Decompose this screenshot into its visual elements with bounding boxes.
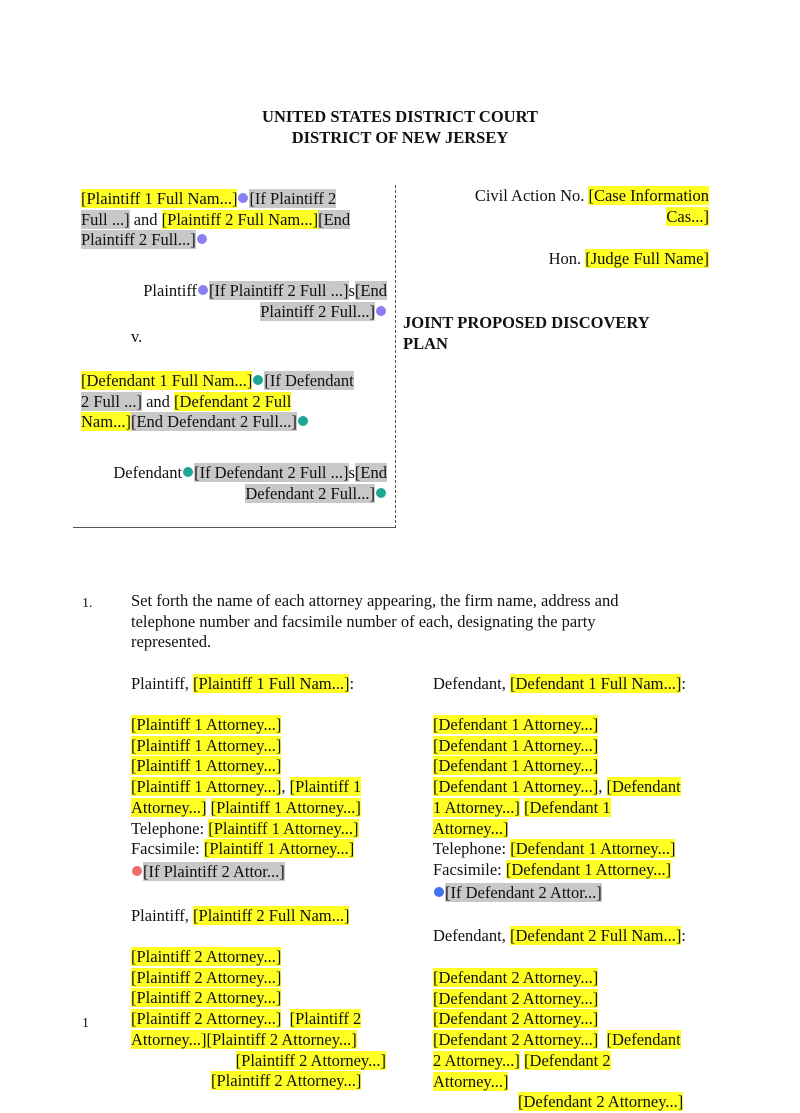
conditional-marker-icon[interactable] xyxy=(253,375,263,385)
plaintiff-2-attorney-field[interactable]: [Plaintiff 2 Attorney...] xyxy=(206,1029,357,1049)
judge-name-field[interactable]: [Judge Full Name] xyxy=(585,249,709,268)
end-plaintiff-2-full-field[interactable]: Plaintiff 2 Full...] xyxy=(260,301,375,321)
facsimile-label: Facsimile: xyxy=(131,839,204,859)
if-plaintiff-2-attorney-field[interactable]: [If Plaintiff 2 Attor...] xyxy=(143,861,285,881)
document-title xyxy=(403,312,650,354)
end-plaintiff-2-field[interactable]: [End xyxy=(318,209,351,229)
plaintiff-2-attorney-list xyxy=(131,947,386,1092)
defendant-label-block xyxy=(81,463,387,504)
plaintiff-1-attorney-field[interactable]: [Plaintiff 1 xyxy=(289,777,362,797)
plaintiff-2-attorney-field[interactable]: [Plaintiff 2 Attorney...] xyxy=(131,947,282,966)
if-defendant-2-attorney-field[interactable]: [If Defendant 2 Attor...] xyxy=(445,882,602,902)
conditional-marker-icon[interactable] xyxy=(376,306,386,316)
defendant-2-attorney-field[interactable]: [Defendant 2 Attorney...] xyxy=(433,988,599,1008)
and-text: and xyxy=(141,391,175,411)
plaintiff-2-attorney-field[interactable]: Attorney...] xyxy=(131,1029,207,1049)
plaintiff-1-attorney-field[interactable]: [Plaintiff 1 Attorney...] xyxy=(203,839,355,859)
if-plaintiff-2-field-cont[interactable]: Full ...] xyxy=(81,209,130,229)
defendant-1-attorney-field[interactable]: [Defendant 1 Attorney...] xyxy=(505,859,672,879)
plaintiff-1-attorney-field[interactable]: [Plaintiff 1 Attorney...] xyxy=(131,735,282,755)
plaintiff-2-attorney-field[interactable]: [Plaintiff 2 Attorney...] xyxy=(131,1009,282,1029)
defendant-1-attorney-field[interactable]: [Defendant 1 Attorney...] xyxy=(510,839,676,859)
plaintiff-2-name-field[interactable]: [Plaintiff 2 Full Nam...] xyxy=(193,906,350,925)
conditional-marker-icon[interactable] xyxy=(298,416,308,426)
defendant-2-name-field[interactable]: [Defendant 2 Full Nam...] xyxy=(509,926,682,945)
conditional-marker-icon[interactable] xyxy=(183,467,193,477)
item-1-text xyxy=(131,591,691,653)
caption-divider-horizontal xyxy=(73,527,396,528)
plaintiff-2-attorney-field[interactable]: [Plaintiff 2 Attorney...] xyxy=(131,988,282,1008)
defendant-2-attorney-field[interactable]: 2 Attorney...] xyxy=(433,1050,520,1070)
caption-divider-vertical xyxy=(395,185,396,528)
defendant-2-attorney-field[interactable]: [Defendant 2 Attorney...] xyxy=(433,1009,599,1029)
defendant-1-attorney-field[interactable]: [Defendant xyxy=(606,777,681,797)
page-number: 1 xyxy=(82,1016,89,1031)
plaintiff-1-heading xyxy=(131,674,411,695)
defendant-1-attorney-field[interactable]: [Defendant 1 Attorney...] xyxy=(433,777,599,797)
end-field[interactable]: [End xyxy=(354,281,387,300)
defendant-label: Defendant, xyxy=(433,926,510,945)
plaintiff-label: Plaintiff, xyxy=(131,906,194,925)
plaintiff-1-attorney-field[interactable]: [Plaintiff 1 Attorney...] xyxy=(208,818,359,838)
facsimile-label: Facsimile: xyxy=(433,859,506,879)
plaintiff-1-attorney-field[interactable]: Attorney...] xyxy=(131,797,207,817)
plaintiff-1-attorney-field[interactable]: [Plaintiff 1 Attorney...] xyxy=(131,777,282,797)
end-plaintiff-2-field-cont[interactable]: Plaintiff 2 Full...] xyxy=(81,230,196,250)
plural-suffix: s xyxy=(348,281,355,300)
colon-text: : xyxy=(349,674,355,693)
defendant-2-attorney-field[interactable]: [Defendant 2 Attorney...] xyxy=(433,968,599,987)
defendant-caption xyxy=(81,371,381,433)
defendant-2-attorney-field[interactable]: Attorney...] xyxy=(433,1071,509,1091)
plaintiff-label-block xyxy=(81,281,387,322)
defendant-label: Defendant xyxy=(113,463,183,482)
conditional-marker-icon[interactable] xyxy=(198,285,208,295)
document-title-line-2: PLAN xyxy=(403,334,448,353)
telephone-label: Telephone: xyxy=(131,818,209,838)
defendant-1-attorney-field[interactable]: 1 Attorney...] xyxy=(433,797,520,817)
plaintiff-caption-line-1 xyxy=(81,189,381,210)
civil-action-block xyxy=(420,186,709,227)
comma-text: , xyxy=(598,777,607,797)
defendant-1-name-field[interactable]: [Defendant 1 Full Nam...] xyxy=(509,674,682,693)
judge-block xyxy=(420,249,709,270)
plaintiff-1-attorney-list xyxy=(131,715,411,883)
conditional-marker-icon[interactable] xyxy=(132,866,142,876)
defendant-2-attorney-field[interactable]: [Defendant 2 Attorney...] xyxy=(433,1030,599,1050)
plaintiff-1-field[interactable]: [Plaintiff 1 Full Nam...] xyxy=(81,189,238,208)
item-1-text-line-1: Set forth the name of each attorney appearing, the firm name, address and xyxy=(131,591,619,610)
civil-action-label: Civil Action No. xyxy=(474,186,589,205)
hon-label: Hon. xyxy=(548,249,586,268)
plaintiff-caption xyxy=(81,189,381,251)
comma-text: , xyxy=(281,777,290,797)
court-name: UNITED STATES DISTRICT COURT xyxy=(262,107,538,126)
defendant-1-field[interactable]: [Defendant 1 Full Nam...] xyxy=(81,371,253,390)
defendant-2-attorney-field[interactable]: [Defendant 2 xyxy=(524,1050,611,1070)
and-text: and xyxy=(129,209,162,229)
versus-text: v. xyxy=(131,327,143,346)
plaintiff-1-attorney-field[interactable]: [Plaintiff 1 Attorney...] xyxy=(131,715,282,734)
defendant-2-attorney-list xyxy=(433,968,723,1113)
colon-text: : xyxy=(681,926,686,945)
if-defendant-2-field[interactable]: [If Defendant xyxy=(264,371,354,390)
document-title-line-1: JOINT PROPOSED DISCOVERY xyxy=(403,313,650,332)
colon-text: : xyxy=(681,674,686,693)
case-information-field[interactable]: [Case Information xyxy=(588,186,709,205)
plaintiff-2-attorney-field[interactable]: [Plaintiff 2 Attorney...] xyxy=(131,967,282,987)
defendant-1-attorney-field[interactable]: [Defendant 1 Attorney...] xyxy=(433,756,599,776)
defendant-2-field[interactable]: [Defendant 2 Full xyxy=(174,391,292,411)
conditional-marker-icon[interactable] xyxy=(434,887,444,897)
if-defendant-2-field-cont[interactable]: 2 Full ...] xyxy=(81,391,142,411)
plaintiff-caption-line-3 xyxy=(81,230,381,251)
plaintiff-2-attorney-field[interactable]: [Plaintiff 2 Attorney...] xyxy=(235,1050,386,1070)
defendant-2-heading xyxy=(433,926,723,947)
plaintiff-label: Plaintiff, xyxy=(131,674,194,693)
defendant-1-heading xyxy=(433,674,723,695)
plaintiff-2-attorney-field[interactable]: [Plaintiff 2 xyxy=(289,1009,362,1029)
end-defendant-2-field[interactable]: [End Defendant 2 Full...] xyxy=(130,412,297,432)
conditional-marker-icon[interactable] xyxy=(197,234,207,244)
plaintiff-1-name-field[interactable]: [Plaintiff 1 Full Nam...] xyxy=(193,674,350,693)
conditional-marker-icon[interactable] xyxy=(376,488,386,498)
defendant-1-attorney-field[interactable]: [Defendant 1 Attorney...] xyxy=(433,735,599,755)
if-defendant-2-full-field[interactable]: [If Defendant 2 Full ...] xyxy=(194,463,349,482)
defendant-label: Defendant, xyxy=(433,674,510,693)
court-district: DISTRICT OF NEW JERSEY xyxy=(291,128,509,147)
plaintiff-1-attorney-field[interactable]: [Plaintiff 1 Attorney...] xyxy=(131,756,282,776)
defendant-1-attorney-field[interactable]: Attorney...] xyxy=(433,818,509,838)
plaintiff-1-attorney-field[interactable]: [Plaintiff 1 Attorney...] xyxy=(210,797,361,817)
defendant-1-attorney-list xyxy=(433,715,723,903)
end-field[interactable]: [End xyxy=(354,463,387,482)
end-defendant-2-full-field[interactable]: Defendant 2 Full...] xyxy=(245,483,375,503)
defendant-2-field-cont[interactable]: Nam...] xyxy=(81,412,131,432)
plaintiff-2-attorney-field[interactable]: [Plaintiff 2 Attorney...] xyxy=(211,1071,362,1091)
defendant-1-attorney-field[interactable]: [Defendant 1 xyxy=(524,797,611,817)
defendant-2-attorney-field[interactable]: [Defendant xyxy=(606,1030,681,1050)
case-information-field-cont[interactable]: Cas...] xyxy=(666,206,709,226)
defendant-1-attorney-field[interactable]: [Defendant 1 Attorney...] xyxy=(433,715,599,734)
plaintiff-caption-line-2 xyxy=(81,210,381,231)
plaintiff-label: Plaintiff xyxy=(143,281,198,300)
plaintiff-2-heading xyxy=(131,906,411,927)
defendant-2-attorney-field[interactable]: [Defendant 2 Attorney...] xyxy=(518,1092,684,1112)
plaintiff-2-field[interactable]: [Plaintiff 2 Full Nam...] xyxy=(161,209,319,229)
item-1-text-line-2: telephone number and facsimile number of each, designating the party xyxy=(131,611,596,631)
if-plaintiff-2-full-field[interactable]: [If Plaintiff 2 Full ...] xyxy=(209,281,349,300)
plural-suffix: s xyxy=(348,463,355,482)
telephone-label: Telephone: xyxy=(433,839,511,859)
conditional-marker-icon[interactable] xyxy=(238,193,248,203)
item-1-text-line-3: represented. xyxy=(131,632,212,652)
if-plaintiff-2-field[interactable]: [If Plaintiff 2 xyxy=(249,189,337,208)
item-number: 1. xyxy=(82,596,93,611)
